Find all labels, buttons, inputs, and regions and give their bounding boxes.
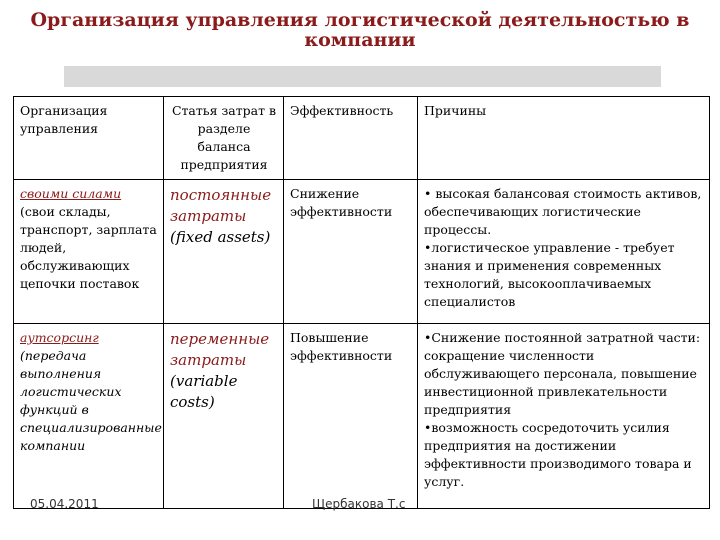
- effect-increase: Повышение эффективности: [290, 330, 393, 363]
- management-table: [13, 96, 710, 509]
- page-title: Организация управления логистической деятельностью в компании: [30, 9, 690, 51]
- row-own-forces-reasons: [418, 180, 710, 324]
- footer-author: Щербакова Т.с: [312, 497, 406, 511]
- reason-item: •логистическое управление - требует знания и применения современных технологий, высокооплачиваемых специалистов: [424, 240, 675, 309]
- cost-type-variable-en: (variable costs): [170, 372, 238, 411]
- header-cost-item: [164, 97, 284, 180]
- row-outsourcing-org: [14, 324, 164, 509]
- row-outsourcing-reasons: [418, 324, 710, 509]
- cost-type-fixed-en: (fixed assets): [170, 228, 271, 246]
- cost-type-fixed: постоянные затраты: [170, 186, 272, 225]
- reason-item: •возможность сосредоточить усилия предприятия на достижении эффективности производимого товара и услуг.: [424, 420, 692, 489]
- row-outsourcing-effect: [284, 324, 418, 509]
- org-type-own: своими силами: [20, 186, 122, 201]
- header-organization: [14, 97, 164, 180]
- table-row: [14, 324, 710, 509]
- header-organization-label: Организация управления: [20, 103, 108, 136]
- org-details-outsourcing: (передача выполнения логистических функций в специализированные компании: [20, 348, 162, 453]
- header-reasons-label: Причины: [424, 103, 487, 118]
- footer-date: 05.04.2011: [30, 497, 99, 511]
- header-cost-item-label: Статья затрат в разделе баланса предприятия: [171, 103, 277, 172]
- org-type-outsourcing: аутсорсинг: [20, 330, 99, 345]
- org-details-own: (свои склады, транспорт, зарплата людей, обслуживающих цепочки поставок: [20, 204, 157, 291]
- header-efficiency: [284, 97, 418, 180]
- effect-decrease: Снижение эффективности: [290, 186, 393, 219]
- reason-item: •Снижение постоянной затратной части: сокращение численности обслуживающего персонала, повышение инвестиционной привлекательности предприятия: [424, 330, 701, 417]
- table-row: [14, 180, 710, 324]
- header-reasons: [418, 97, 710, 180]
- row-outsourcing-cost: [164, 324, 284, 509]
- title-underline-band: [64, 66, 661, 87]
- table-header-row: [14, 97, 710, 180]
- row-own-forces-org: [14, 180, 164, 324]
- row-own-forces-effect: [284, 180, 418, 324]
- cost-type-variable: переменные затраты: [170, 330, 270, 369]
- row-own-forces-cost: [164, 180, 284, 324]
- header-efficiency-label: Эффективность: [290, 103, 394, 118]
- reason-item: • высокая балансовая стоимость активов, обеспечивающих логистические процессы.: [424, 186, 702, 237]
